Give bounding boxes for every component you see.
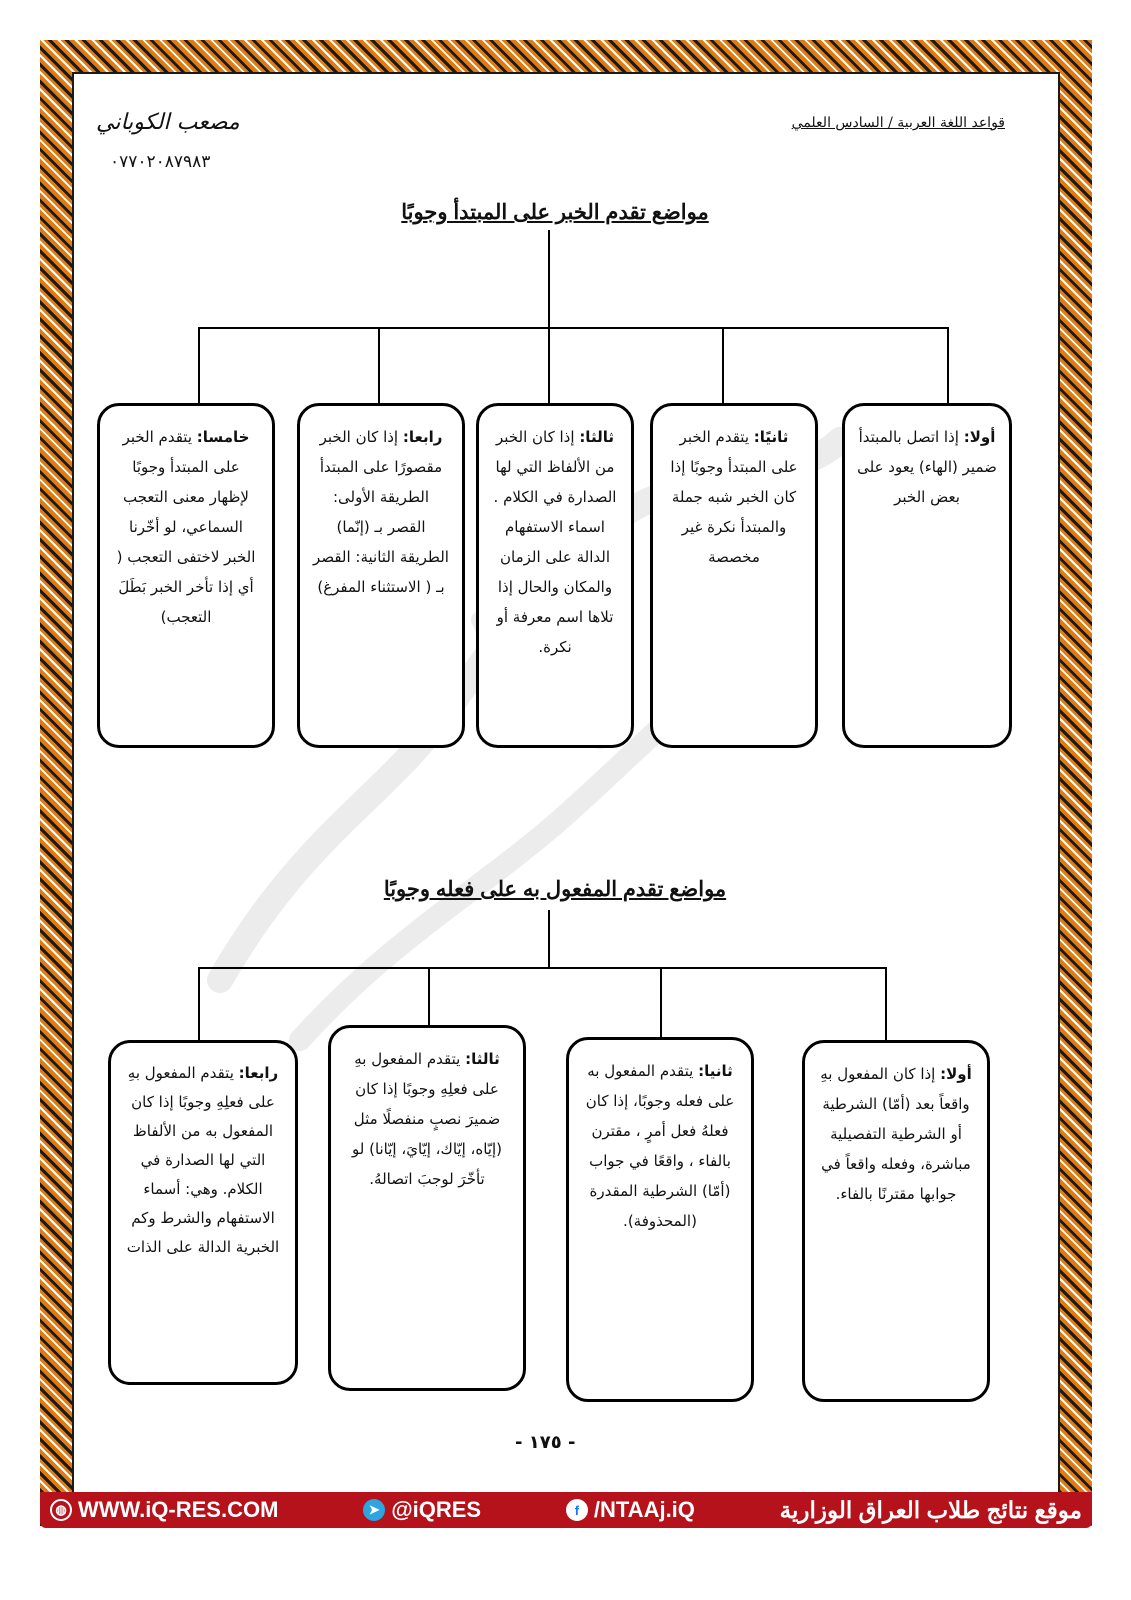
author-phone: ٠٧٧٠٢٠٨٧٩٨٣: [110, 152, 211, 172]
connector-line: [198, 327, 949, 329]
box-text: إذا اتصل بالمبتدأ ضمير (الهاء) يعود على بعض الخبر: [857, 428, 997, 506]
connector-line: [198, 967, 200, 1042]
box-lead: ثانيًا:: [753, 428, 789, 446]
section1-title: مواضع تقدم الخبر على المبتدأ وجوبًا: [401, 201, 709, 224]
website-text: WWW.iQ-RES.COM: [78, 1497, 279, 1522]
box-lead: ثالثا:: [579, 428, 614, 446]
telegram-icon: ➤: [363, 1499, 385, 1521]
box-text: إذا كان المفعول بهِ واقعاً بعد (أمّا) الشرطية أو الشرطية التفصيلية مباشرة، وفعله واقعاً في جوابها مقترنًا بالفاء.: [820, 1065, 971, 1203]
section2-box-3: [328, 1025, 526, 1391]
connector-line: [548, 327, 550, 405]
section1-box-4: [297, 403, 465, 748]
box-lead: رابعا:: [238, 1064, 279, 1082]
connector-line: [947, 327, 949, 405]
section2-title: مواضع تقدم المفعول به على فعله وجوبًا: [383, 878, 727, 901]
footer-bar: [40, 1492, 1092, 1528]
box-lead: رابعا:: [402, 428, 443, 446]
box-text: يتقدم الخبر على المبتدأ وجوبًا لإظهار معنى التعجب السماعي، لو أخّرنا الخبر لاختفى التعجب ( أي إذا تأخر الخبر بَطَلَ التعجب): [116, 428, 256, 626]
facebook-link[interactable]: [566, 1497, 695, 1523]
box-text: يتقدم الخبر على المبتدأ وجوبًا إذا كان الخبر شبه جملة والمبتدأ نكرة غير مخصصة: [670, 428, 798, 566]
connector-line: [885, 967, 887, 1042]
section1-box-2: [650, 403, 818, 748]
page-number: - ١٧٥ -: [515, 1432, 576, 1453]
box-text: يتقدم المفعول به على فعله وجوبًا، إذا كان فعلهُ فعل أمرٍ ، مقترن بالفاء ، واقعًا في جواب (أمّا) الشرطية المقدرة (المحذوفة).: [585, 1062, 735, 1230]
box-lead: ثالثا:: [465, 1050, 500, 1068]
box-lead: ثانيا:: [698, 1062, 733, 1080]
box-text: إذا كان الخبر من الألفاظ التي لها الصدارة في الكلام . اسماء الاستفهام الدالة على الزمان والمكان والحال إذا تلاها اسم معرفة أو نكرة.: [493, 428, 617, 656]
section1-box-3: [476, 403, 634, 748]
connector-line: [428, 967, 430, 1027]
connector-line: [660, 967, 662, 1039]
section1-box-1: [842, 403, 1012, 748]
subject-header: قواعد اللغة العربية / السادس العلمي: [791, 115, 1005, 131]
box-text: يتقدم المفعول بهِ على فعلِهِ وجوبًا إذا كان المفعول به من الألفاظ التي لها الصدارة في الكلام. وهي: أسماء الاستفهام والشرط وكم الخبرية الدالة على الذات: [126, 1064, 280, 1256]
box-lead: أولا:: [940, 1065, 972, 1083]
connector-line: [722, 327, 724, 405]
globe-icon: ◍: [50, 1499, 72, 1521]
connector-line: [378, 327, 380, 405]
telegram-link[interactable]: [363, 1497, 481, 1523]
facebook-text: /NTAAj.iQ: [593, 1497, 695, 1522]
connector-line: [198, 327, 200, 405]
section2-box-4: [108, 1040, 298, 1385]
section2-box-2: [566, 1037, 754, 1402]
website-link[interactable]: [50, 1497, 278, 1523]
box-lead: أولا:: [963, 428, 996, 446]
section1-box-5: [97, 403, 275, 748]
box-lead: خامسا:: [196, 428, 250, 446]
author-name: مصعب الكوباني: [96, 110, 240, 135]
telegram-text: @iQRES: [391, 1497, 482, 1522]
connector-line: [548, 230, 550, 328]
site-name: موقع نتائج طلاب العراق الوزارية: [779, 1496, 1082, 1523]
connector-line: [548, 910, 550, 968]
facebook-icon: f: [566, 1499, 588, 1521]
box-text: إذا كان الخبر مقصورًا على المبتدأ الطريقة الأولى: القصر بـ (إنّما) الطريقة الثانية: القصر بـ ( الاستثناء المفرغ): [313, 428, 449, 596]
section2-box-1: [802, 1040, 990, 1402]
box-text: يتقدم المفعول بهِ على فعلِهِ وجوبًا إذا كان ضميرَ نصبٍ منفصلًا مثل (إيّاه، إيّاك، إيّايَ، إيّانا) لو تأخّرَ لوجبَ اتصالهُ.: [352, 1050, 502, 1188]
connector-line: [198, 967, 887, 969]
